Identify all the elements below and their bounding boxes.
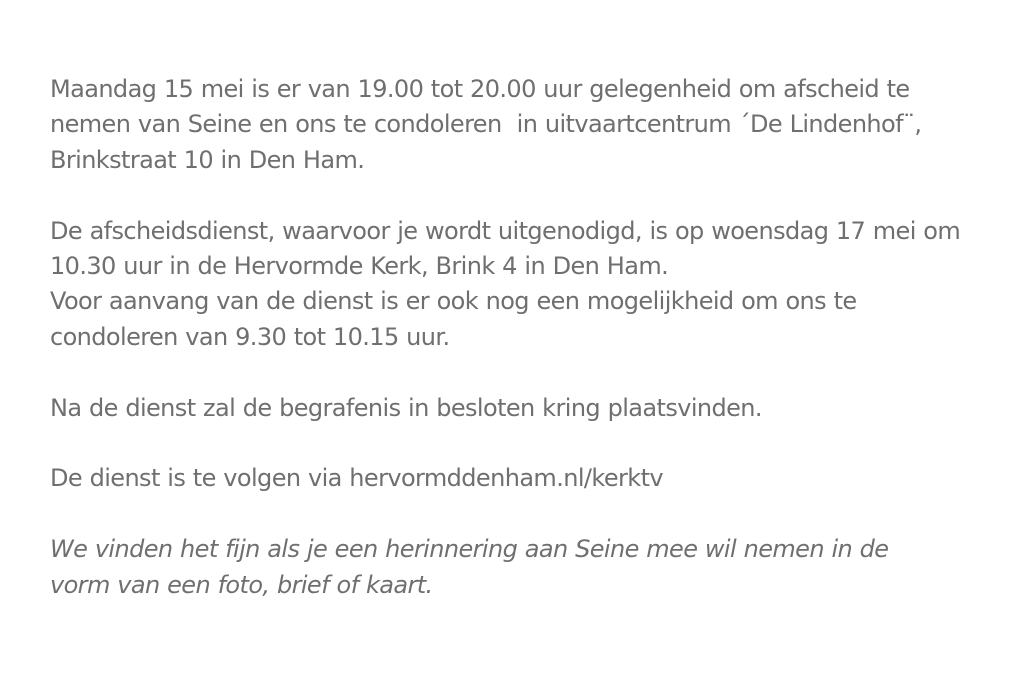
announcement-text bbox=[50, 72, 980, 603]
text-line: Maandag 15 mei is er van 19.00 tot 20.00 uur gelegenheid om afscheid te bbox=[50, 75, 910, 103]
text-line: condoleren van 9.30 tot 10.15 uur. bbox=[50, 322, 450, 351]
text-line: We vinden het fijn als je een herinnering aan Seine mee wil nemen in de bbox=[50, 535, 889, 564]
paragraph-service bbox=[50, 214, 980, 356]
text-line: Voor aanvang van de dienst is er ook nog een mogelijkheid om ons te bbox=[50, 287, 857, 316]
paragraph-livestream bbox=[50, 461, 980, 496]
paragraph-memento-request bbox=[50, 532, 980, 603]
text-line: Brinkstraat 10 in Den Ham. bbox=[50, 145, 365, 174]
paragraph-visitation bbox=[50, 72, 980, 178]
text-line: vorm van een foto, brief of kaart. bbox=[50, 570, 433, 599]
text-line: 10.30 uur in de Hervormde Kerk, Brink 4 in Den Ham. bbox=[50, 252, 669, 281]
paragraph-burial bbox=[50, 391, 980, 426]
text-line: De afscheidsdienst, waarvoor je wordt uitgenodigd, is op woensdag 17 mei om bbox=[50, 216, 961, 245]
text-line: De dienst is te volgen via hervormddenham.nl/kerktv bbox=[50, 464, 663, 493]
text-line: nemen van Seine en ons te condoleren in uitvaartcentrum ´De Lindenhof¨, bbox=[50, 110, 922, 139]
text-line: Na de dienst zal de begrafenis in besloten kring plaatsvinden. bbox=[50, 393, 762, 422]
